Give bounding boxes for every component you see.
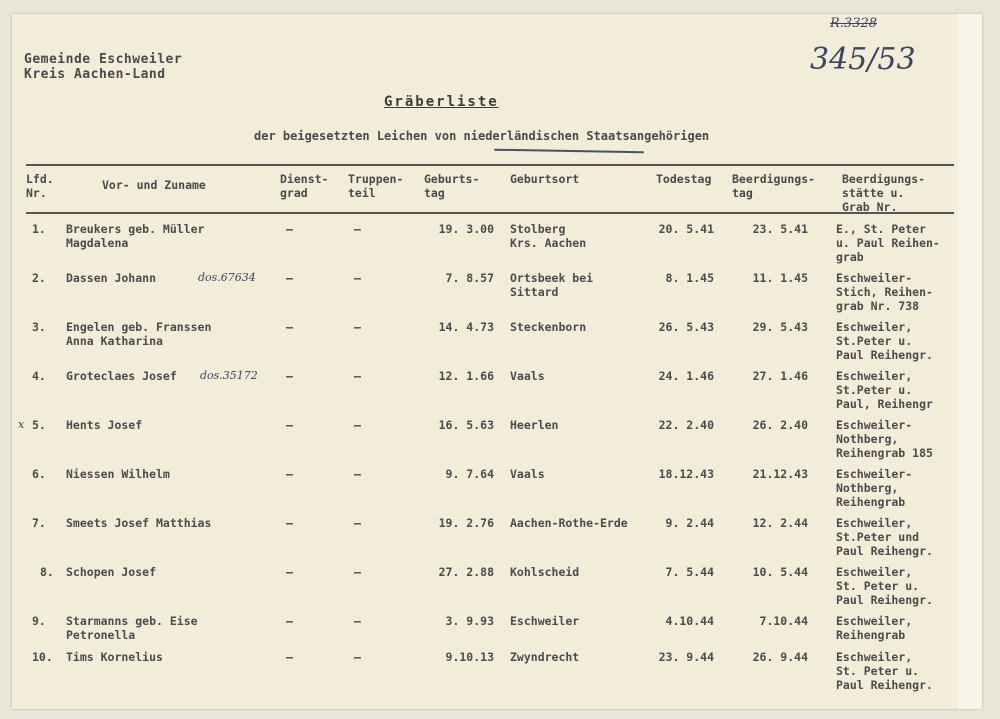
cell-death: [636, 467, 714, 481]
cell-birth-line: 19. 2.76: [438, 516, 494, 530]
stamp-reference: R.3328: [830, 16, 878, 31]
cell-birthplace-line: Ortsbeek bei: [510, 271, 594, 285]
cell-death-line: 26. 5.43: [658, 320, 714, 334]
cell-site: [836, 467, 912, 509]
col-header-unit: Truppen- teil: [348, 172, 404, 200]
cell-birth: [416, 467, 494, 481]
cell-birthplace: [510, 565, 579, 579]
cell-unit-line: —: [354, 369, 361, 383]
table-row: [12, 418, 982, 466]
cell-birthplace-line: Vaals: [510, 467, 545, 481]
cell-rank: [286, 369, 293, 383]
cell-nr-line: 2.: [32, 271, 46, 285]
cell-name: [66, 614, 198, 642]
cell-name-line: Anna Katharina: [66, 334, 163, 348]
cell-birth-line: 12. 1.66: [438, 369, 494, 383]
handwritten-underline: [494, 149, 644, 154]
cell-burial: [726, 320, 808, 334]
cell-death-line: 22. 2.40: [658, 418, 714, 432]
cell-site-line: Eschweiler,: [836, 650, 913, 664]
cell-birthplace-line: Stolberg: [510, 222, 566, 236]
cell-death-line: 9. 2.44: [665, 516, 714, 530]
cell-site-line: E., St. Peter: [836, 222, 927, 236]
cell-birthplace-line: Vaals: [510, 369, 545, 383]
cell-birth: [416, 516, 494, 530]
cell-birth: [416, 418, 494, 432]
cell-nr-line: 7.: [32, 516, 46, 530]
cell-site-line: Paul Reihengr.: [836, 678, 933, 692]
cell-burial-line: 26. 2.40: [752, 418, 808, 432]
cell-unit-line: —: [354, 516, 361, 530]
cell-unit-line: —: [354, 650, 361, 664]
cell-name-line: Starmanns geb. Eise: [66, 614, 198, 628]
cell-rank: [286, 565, 293, 579]
table-row: [12, 222, 982, 270]
cell-rank-line: —: [286, 650, 293, 664]
cell-nr-line: 3.: [32, 320, 46, 334]
cell-burial-line: 21.12.43: [752, 467, 808, 481]
cell-site-line: grab: [836, 250, 864, 264]
cell-site-line: Reihengrab 185: [836, 446, 933, 460]
cell-unit: [354, 320, 361, 334]
cell-birthplace-line: Sittard: [510, 285, 559, 299]
cell-rank-line: —: [286, 418, 293, 432]
cell-death-line: 8. 1.45: [665, 271, 714, 285]
municipality-line: Gemeinde Eschweiler: [24, 52, 183, 67]
cell-site-line: Eschweiler-: [836, 271, 913, 285]
cell-death: [636, 369, 714, 383]
cell-site-line: Paul, Reihengr: [836, 397, 933, 411]
cell-site-line: Eschweiler-: [836, 467, 913, 481]
cell-death: [636, 516, 714, 530]
cell-site-line: Reihengrab: [836, 628, 906, 642]
cell-site-line: Eschweiler,: [836, 516, 913, 530]
cell-birth: [416, 614, 494, 628]
cell-name-line: Dassen Johann: [66, 271, 157, 285]
cell-site-line: Eschweiler,: [836, 565, 913, 579]
cell-birth: [416, 650, 494, 664]
cell-site: [836, 369, 933, 411]
cell-rank: [286, 271, 293, 285]
cell-death-line: 24. 1.46: [658, 369, 714, 383]
cell-site-line: St. Peter u.: [836, 664, 920, 678]
table-row: [12, 271, 982, 319]
cell-nr-line: 9.: [32, 614, 46, 628]
cell-birthplace-line: Aachen-Rothe-Erde: [510, 516, 628, 530]
cell-name-line: Smeets Josef Matthias: [66, 516, 212, 530]
cell-name: [66, 271, 156, 285]
handwritten-file-number: 345/53: [810, 42, 916, 77]
cell-birthplace: [510, 516, 628, 530]
cell-rank: [286, 418, 293, 432]
cell-unit-line: —: [354, 320, 361, 334]
cell-burial: [726, 614, 808, 628]
cell-death-line: 18.12.43: [658, 467, 714, 481]
cell-rank-line: —: [286, 565, 293, 579]
cell-rank-line: —: [286, 516, 293, 530]
cell-site-line: St.Peter u.: [836, 334, 913, 348]
cell-burial-line: 10. 5.44: [752, 565, 808, 579]
cell-death-line: 20. 5.41: [658, 222, 714, 236]
document-page: [12, 14, 982, 709]
cell-burial-line: 7.10.44: [759, 614, 808, 628]
cell-unit-line: —: [354, 614, 361, 628]
cell-name-line: Petronella: [66, 628, 136, 642]
cell-site-line: Eschweiler-: [836, 418, 913, 432]
cell-unit: [354, 418, 361, 432]
cell-name: [66, 565, 156, 579]
cell-birth-line: 7. 8.57: [445, 271, 494, 285]
col-header-burial: Beerdigungs- tag: [732, 172, 816, 200]
cell-nr-line: 10.: [32, 650, 53, 664]
cell-nr-line: 8.: [40, 565, 54, 579]
pencil-mark: x: [18, 418, 25, 431]
cell-site-line: Paul Reihengr.: [836, 593, 933, 607]
cell-birthplace-line: Zwyndrecht: [510, 650, 580, 664]
table-row: [12, 369, 982, 417]
cell-unit: [354, 369, 361, 383]
cell-death-line: 4.10.44: [665, 614, 714, 628]
cell-name: [66, 418, 142, 432]
cell-burial-line: 29. 5.43: [752, 320, 808, 334]
cell-death: [636, 614, 714, 628]
col-header-birth: Geburts- tag: [424, 172, 480, 200]
cell-rank-line: —: [286, 271, 293, 285]
cell-nr-line: 6.: [32, 467, 46, 481]
cell-name: [66, 320, 211, 348]
cell-unit: [354, 222, 361, 236]
cell-rank: [286, 650, 293, 664]
cell-site-line: Paul Reihengr.: [836, 348, 933, 362]
cell-rank-line: —: [286, 222, 293, 236]
cell-site: [836, 565, 933, 607]
col-header-name: Vor- und Zuname: [102, 178, 206, 192]
cell-birthplace: [510, 222, 586, 250]
cell-nr-line: 4.: [32, 369, 46, 383]
cell-rank: [286, 467, 293, 481]
cell-birth-line: 27. 2.88: [438, 565, 494, 579]
cell-nr-line: 1.: [32, 222, 46, 236]
col-header-nr: Lfd. Nr.: [26, 172, 54, 200]
cell-unit: [354, 650, 361, 664]
cell-burial: [726, 418, 808, 432]
district-line: Kreis Aachen-Land: [24, 67, 166, 82]
cell-name-line: Groteclaes Josef: [66, 369, 177, 383]
cell-death: [636, 222, 714, 236]
cell-birthplace: [510, 614, 579, 628]
cell-nr-line: 5.: [32, 418, 46, 432]
cell-death: [636, 418, 714, 432]
cell-unit-line: —: [354, 565, 361, 579]
cell-birthplace: [510, 271, 593, 299]
cell-burial: [726, 467, 808, 481]
cell-birth: [416, 222, 494, 236]
page-title: Gräberliste: [384, 94, 499, 110]
cell-birth-line: 16. 5.63: [438, 418, 494, 432]
cell-name-line: Tims Kornelius: [66, 650, 163, 664]
cell-birthplace: [510, 320, 586, 334]
cell-death: [636, 565, 714, 579]
cell-rank: [286, 222, 293, 236]
cell-rank-line: —: [286, 614, 293, 628]
cell-birthplace: [510, 650, 579, 664]
cell-burial-line: 12. 2.44: [752, 516, 808, 530]
cell-birthplace: [510, 467, 545, 481]
table-row: [12, 516, 982, 564]
cell-site: [836, 614, 912, 642]
cell-unit-line: —: [354, 467, 361, 481]
col-header-rank: Dienst- grad: [280, 172, 329, 200]
cell-site-line: St. Peter u.: [836, 579, 920, 593]
cell-name: [66, 369, 177, 383]
cell-unit-line: —: [354, 222, 361, 236]
cell-burial: [726, 271, 808, 285]
cell-burial-line: 26. 9.44: [752, 650, 808, 664]
cell-birthplace-line: Heerlen: [510, 418, 559, 432]
cell-name-line: Engelen geb. Franssen: [66, 320, 212, 334]
cell-name-line: Niessen Wilhelm: [66, 467, 170, 481]
cell-birthplace: [510, 369, 545, 383]
cell-birth-line: 9. 7.64: [445, 467, 494, 481]
cell-name: [66, 467, 170, 481]
cell-rank-line: —: [286, 467, 293, 481]
cell-death: [636, 650, 714, 664]
cell-name-line: Hents Josef: [66, 418, 143, 432]
cell-name-line: Magdalena: [66, 236, 129, 250]
page-subtitle: der beigesetzten Leichen von niederländischen Staatsangehörigen: [254, 129, 710, 143]
cell-site-line: Reihengrab: [836, 495, 906, 509]
cell-birthplace-line: Steckenborn: [510, 320, 587, 334]
cell-unit: [354, 271, 361, 285]
cell-birth-line: 9.10.13: [445, 650, 494, 664]
cell-birth-line: 19. 3.00: [438, 222, 494, 236]
cell-rank: [286, 320, 293, 334]
cell-burial: [726, 565, 808, 579]
cell-site: [836, 650, 933, 692]
cell-rank: [286, 516, 293, 530]
cell-burial: [726, 369, 808, 383]
cell-site-line: St.Peter u.: [836, 383, 913, 397]
handwritten-note: dos.35172: [200, 369, 258, 382]
cell-burial: [726, 222, 808, 236]
cell-name: [66, 650, 163, 664]
cell-name: [66, 222, 204, 250]
handwritten-note: dos.67634: [198, 271, 256, 284]
cell-birth: [416, 320, 494, 334]
cell-burial: [726, 650, 808, 664]
cell-site-line: Nothberg,: [836, 432, 899, 446]
cell-birthplace-line: Kohlscheid: [510, 565, 580, 579]
cell-site-line: Eschweiler,: [836, 614, 913, 628]
cell-burial-line: 27. 1.46: [752, 369, 808, 383]
col-header-site: Beerdigungs- stätte u. Grab Nr.: [842, 172, 926, 214]
cell-unit: [354, 516, 361, 530]
cell-rank-line: —: [286, 320, 293, 334]
header-rule-bottom: [26, 212, 954, 214]
cell-unit-line: —: [354, 271, 361, 285]
col-header-death: Todestag: [656, 172, 712, 186]
cell-birth: [416, 369, 494, 383]
cell-name-line: Schopen Josef: [66, 565, 157, 579]
cell-birth: [416, 271, 494, 285]
cell-rank-line: —: [286, 369, 293, 383]
cell-site-line: Paul Reihengr.: [836, 544, 933, 558]
cell-site-line: grab Nr. 738: [836, 299, 920, 313]
cell-unit: [354, 565, 361, 579]
cell-burial-line: 23. 5.41: [752, 222, 808, 236]
cell-unit: [354, 614, 361, 628]
cell-site-line: Nothberg,: [836, 481, 899, 495]
cell-unit: [354, 467, 361, 481]
cell-death: [636, 271, 714, 285]
cell-name-line: Breukers geb. Müller: [66, 222, 205, 236]
cell-unit-line: —: [354, 418, 361, 432]
cell-site: [836, 516, 933, 558]
cell-site-line: u. Paul Reihen-: [836, 236, 940, 250]
cell-birthplace-line: Eschweiler: [510, 614, 580, 628]
cell-site-line: St.Peter und: [836, 530, 920, 544]
cell-name: [66, 516, 211, 530]
cell-site: [836, 222, 940, 264]
cell-birthplace-line: Krs. Aachen: [510, 236, 587, 250]
cell-death-line: 23. 9.44: [658, 650, 714, 664]
header-rule-top: [26, 164, 954, 166]
cell-burial-line: 11. 1.45: [752, 271, 808, 285]
cell-birthplace: [510, 418, 558, 432]
cell-site: [836, 271, 933, 313]
cell-birth: [416, 565, 494, 579]
cell-death-line: 7. 5.44: [665, 565, 714, 579]
cell-site-line: Eschweiler,: [836, 320, 913, 334]
cell-burial: [726, 516, 808, 530]
table-row: [12, 565, 982, 613]
cell-site: [836, 418, 933, 460]
col-header-birthplace: Geburtsort: [510, 172, 580, 186]
table-row: [12, 320, 982, 368]
cell-death: [636, 320, 714, 334]
table-row: [12, 467, 982, 515]
cell-rank: [286, 614, 293, 628]
cell-site: [836, 320, 933, 362]
cell-site-line: Stich, Reihen-: [836, 285, 933, 299]
cell-site-line: Eschweiler,: [836, 369, 913, 383]
table-row: [12, 650, 982, 698]
cell-birth-line: 3. 9.93: [445, 614, 494, 628]
cell-birth-line: 14. 4.73: [438, 320, 494, 334]
